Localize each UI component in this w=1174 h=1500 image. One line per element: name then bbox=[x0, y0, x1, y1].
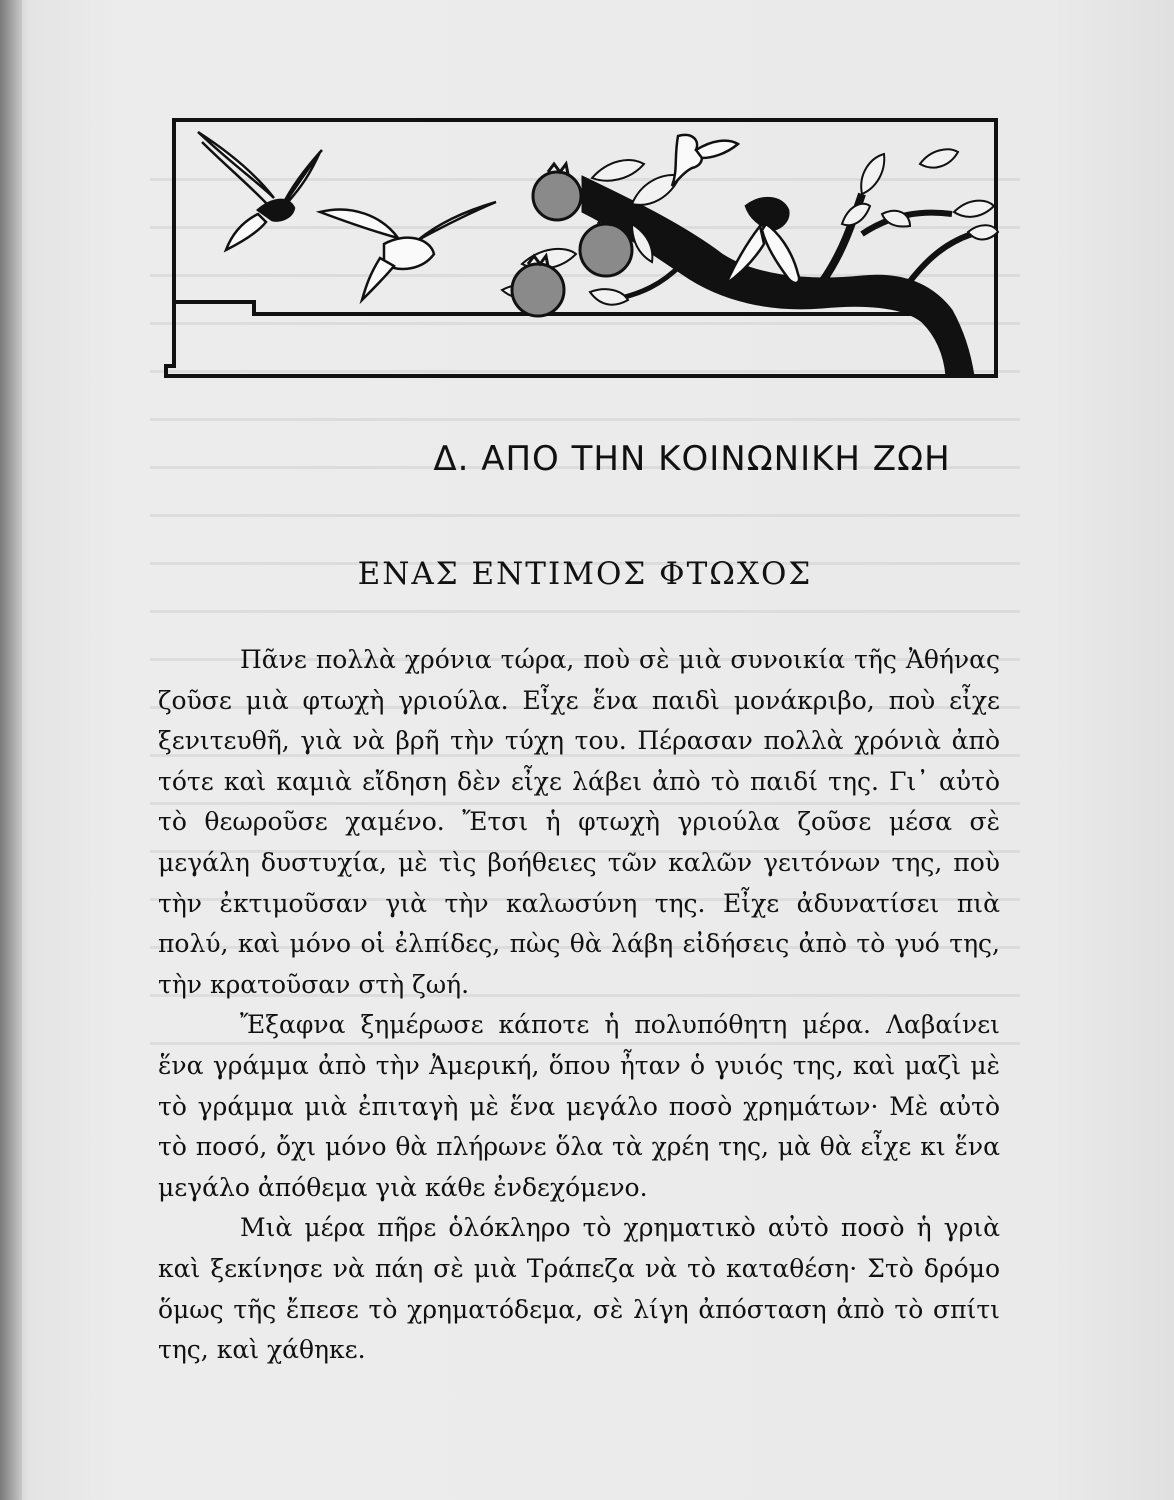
story-title: ΕΝΑΣ ΕΝΤΙΜΟΣ ΦΤΩΧΟΣ bbox=[357, 556, 813, 592]
paragraph-3: Μιὰ μέρα πῆρε ὁλόκληρο τὸ χρηματικὸ αὐτὸ ποσὸ ἡ γριὰ καὶ ξεκίνησε νὰ πάη σὲ μιὰ Τράπεζα νὰ τὸ καταθέση· Στὸ δρόμο ὅμως τῆς ἔπεσε τὸ χρηματόδεμα, σὲ λίγη ἀπόσταση ἀπὸ τὸ σπίτι της, καὶ χάθηκε. bbox=[158, 1213, 1000, 1365]
paragraph-1: Πᾶνε πολλὰ χρόνια τώρα, ποὺ σὲ μιὰ συνοικία τῆς Ἀθήνας ζοῦσε μιὰ φτωχὴ γριούλα. Εἶχε ἕνα παιδὶ μονάκριβο, ποὺ εἶχε ξενιτευθῆ, γιὰ νὰ βρῆ τὴν τύχη του. Πέρασαν πολλὰ χρόνιὰ ἀπὸ τότε καὶ καμιὰ εἴδηση δὲν εἶχε λάβει ἀπὸ τὸ παιδί της. Γι᾿ αὐτὸ τὸ θεωροῦσε χαμένο. Ἔτσι ἡ φτωχὴ γριούλα ζοῦσε μέσα σὲ μεγάλη δυστυχία, μὲ τὶς βοήθειες τῶν καλῶν γειτόνων της, ποὺ τὴν ἐκτιμοῦσαν γιὰ τὴν καλωσύνη της. Εἶχε ἀδυνατίσει πιὰ πολύ, καὶ μόνο οἱ ἐλπίδες, πὼς θὰ λάβη εἰδήσεις ἀπὸ τὸ γυό της, τὴν κρατοῦσαν στὴ ζωή. bbox=[158, 645, 1000, 999]
bird-top-icon bbox=[672, 135, 738, 186]
chapter-header bbox=[162, 114, 1008, 479]
section-title: Δ. ΑΠΟ ΤΗΝ ΚΟΙΝΩΝΙΚΗ ΖΩΗ bbox=[433, 439, 951, 479]
binding-gutter bbox=[0, 0, 22, 1500]
birds-pomegranate-branch-icon bbox=[162, 114, 1008, 386]
bird-middle-icon bbox=[320, 202, 496, 300]
bird-left-icon bbox=[198, 132, 322, 250]
paragraph-2: Ἔξαφνα ξημέρωσε κάποτε ἡ πολυπόθητη μέρα. Λαβαίνει ἕνα γράμμα ἀπὸ τὴν Ἀμερική, ὅπου ἦταν ὁ γυιός της, καὶ μαζὶ μὲ τὸ γράμμα μιὰ ἐπιταγὴ μὲ ἕνα μεγάλο ποσὸ χρημάτων· Μὲ αὐτὸ τὸ ποσό, ὄχι μόνο θὰ πλήρωνε ὅλα τὰ χρέη της, μὰ θὰ εἶχε κι ἕνα μεγάλο ἀπόθεμα γιὰ κάθε ἐνδεχόμενο. bbox=[158, 1010, 1000, 1202]
story-body bbox=[158, 640, 1000, 1371]
